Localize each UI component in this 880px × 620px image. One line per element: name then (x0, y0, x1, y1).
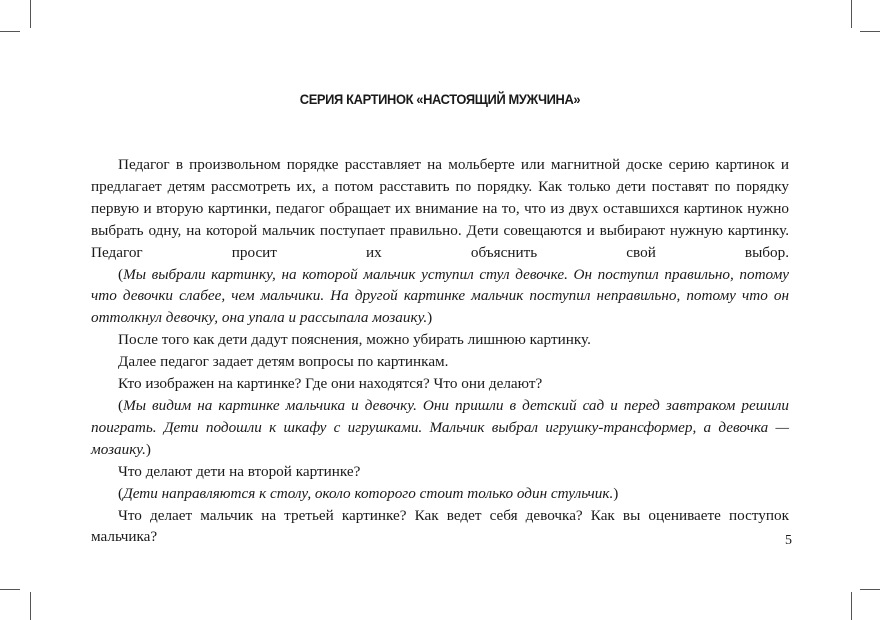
crop-mark-top-right-h (860, 31, 880, 32)
paren-open: ( (118, 265, 124, 283)
body-text (91, 154, 789, 548)
page-number: 5 (785, 533, 792, 548)
crop-mark-top-left (30, 0, 31, 28)
paren-open: ( (118, 484, 124, 502)
paragraph: Далее педагог задает детям вопросы по картинкам. (118, 353, 449, 371)
paren-close: ) (145, 440, 151, 458)
paragraph-answer (91, 395, 789, 461)
answer-text: Мы выбрали картинку, на которой мальчик уступил стул девочке. Он поступил правильно, потому что девочки слабее, чем мальчики. На другой картинке мальчик поступил неправильно, потому что он оттолкнул девочку, она упала и рассыпала мозаику. (91, 265, 789, 327)
crop-mark-top-left-h (0, 31, 20, 32)
paren-open: ( (118, 396, 124, 414)
question: Что делает мальчик на третьей картинке? Как ведет себя девочка? Как вы оцениваете поступок мальчика? (91, 506, 789, 546)
answer-text: Дети направляются к столу, около которого стоит только один стульчик. (123, 484, 614, 502)
crop-mark-top-right (851, 0, 852, 28)
paren-close: ) (427, 309, 433, 327)
answer-text: Мы видим на картинке мальчика и девочку. Они пришли в детский сад и перед завтраком решили поиграть. Дети подошли к шкафу с игрушками. Мальчик выбрал игрушку-трансформер, а девочка — мозаику. (91, 396, 789, 458)
question: Что делают дети на второй картинке? (118, 462, 361, 480)
crop-mark-bottom-right (851, 592, 852, 620)
paren-close: ) (613, 484, 619, 502)
paragraph-answer (91, 483, 789, 505)
crop-mark-bottom-left (30, 592, 31, 620)
crop-mark-bottom-left-h (0, 589, 20, 590)
paragraph-answer (91, 264, 789, 330)
crop-mark-bottom-right-h (860, 589, 880, 590)
paragraph: Педагог в произвольном порядке расставляет на мольберте или магнитной доске серию картинок и предлагает детям рассмотреть их, а потом расставить по порядку. Как только дети поставят по порядку первую и вторую картинки, педагог обращает их внимание на то, что из двух оставшихся картинок нужно выбрать одну, на которой мальчик поступает правильно. Дети совещаются и выбирают нужную картинку. Педагог просит их объяснить свой выбор. (91, 156, 789, 261)
question: Кто изображен на картинке? Где они находятся? Что они делают? (118, 375, 543, 393)
page-title: СЕРИЯ КАРТИНОК «НАСТОЯЩИЙ МУЖЧИНА» (299, 91, 581, 107)
paragraph: После того как дети дадут пояснения, можно убирать лишнюю картинку. (118, 331, 591, 349)
